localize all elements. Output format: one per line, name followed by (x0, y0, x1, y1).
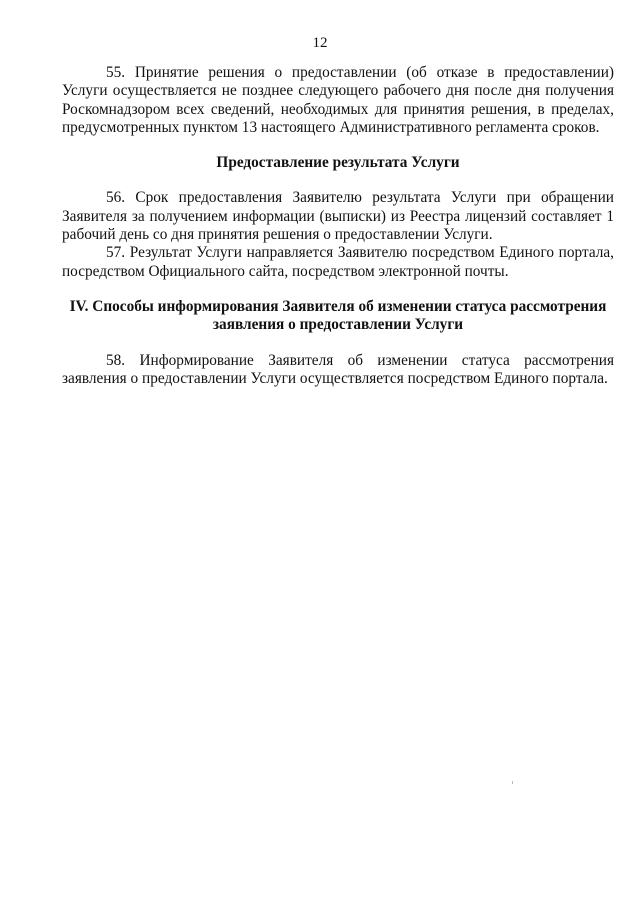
paragraph-55: 55. Принятие решения о предоставлении (об отказе в предоставлении) Услуги осуществляется не позднее следующего рабочего дня после дня получения Роскомнадзором всех сведений, необходимых для принятия решения, в пределах, предусмотренных пунктом 13 настоящего Административного регламента сроков. (62, 64, 614, 136)
paragraph-58: 58. Информирование Заявителя об изменении статуса рассмотрения заявления о предоставлении Услуги осуществляется посредством Единого портала. (62, 351, 614, 387)
heading-section-iv-line-2: заявления о предоставлении Услуги (212, 316, 464, 334)
page-number: 12 (312, 35, 328, 51)
heading-result-of-service: Предоставление результата Услуги (216, 154, 460, 172)
paragraph-56: 56. Срок предоставления Заявителю результата Услуги при обращении Заявителя за получением информации (выписки) из Реестра лицензий составляет 1 рабочий день со дня принятия решения о предоставлении Услуги. (62, 189, 614, 244)
heading-section-iv (62, 298, 614, 335)
document-body (62, 64, 614, 388)
paragraph-57: 57. Результат Услуги направляется Заявителю посредством Единого портала, посредством Официального сайта, посредством электронной почты. (62, 244, 614, 280)
scan-speck (512, 781, 513, 784)
heading-section-iv-line-1: IV. Способы информирования Заявителя об изменении статуса рассмотрения (69, 297, 607, 315)
